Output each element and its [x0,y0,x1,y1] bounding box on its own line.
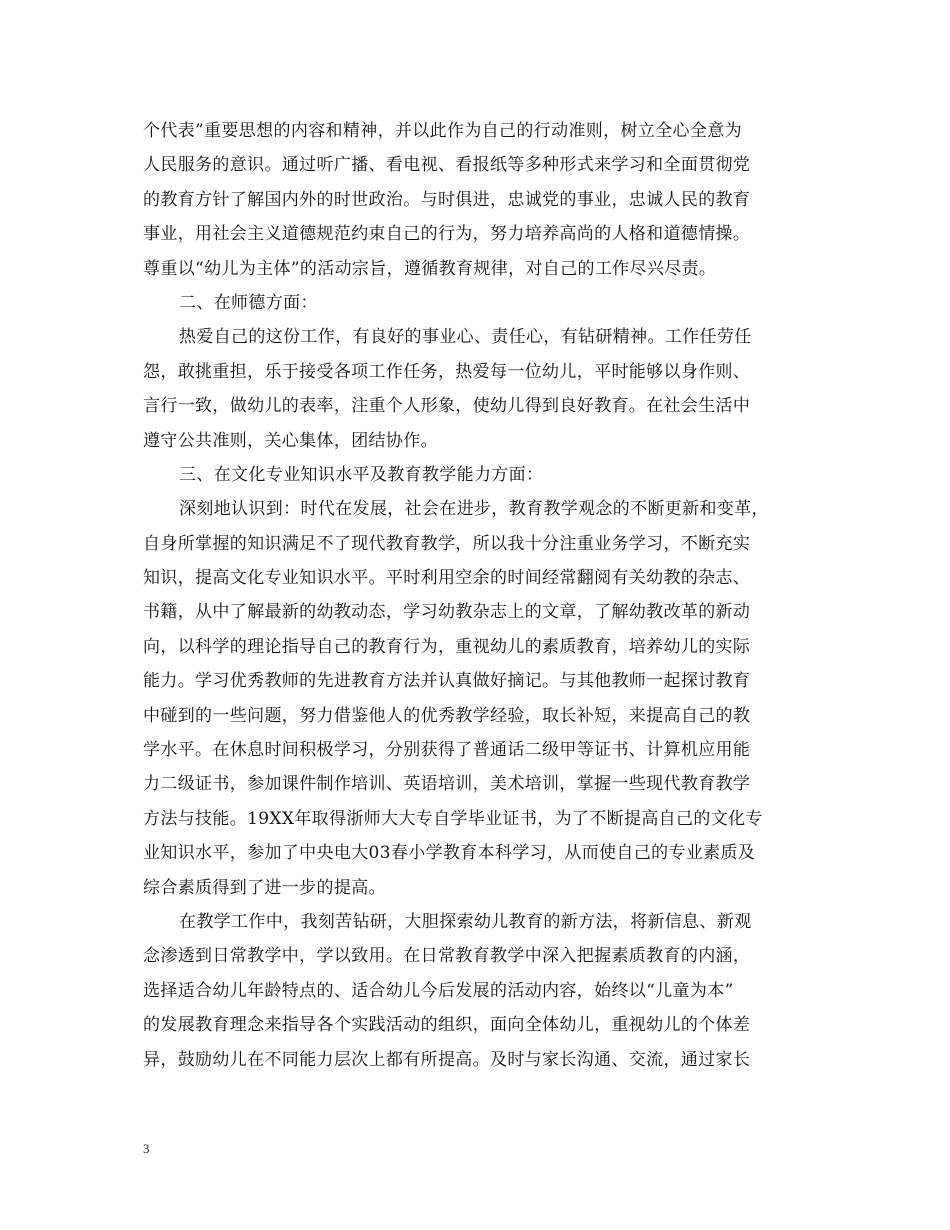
document-body [143,114,823,1077]
text-line: 深刻地认识到：时代在发展，社会在进步，教育教学观念的不断更新和变革， [179,499,769,520]
text-line: 选择适合幼儿年龄特点的、适合幼儿今后发展的活动内容，始终以“儿童为本” [143,980,734,1001]
text-line: 在教学工作中，我刻苦钻研，大胆探索幼儿教育的新方法，将新信息、新观 [179,911,752,932]
text-line: 知识，提高文化专业知识水平。平时利用空余的时间经常翻阅有关幼教的杂志、 [143,568,751,589]
text-line: 的发展教育理念来指导各个实践活动的组织，面向全体幼儿，重视幼儿的个体差 [143,1015,751,1036]
text-line: 言行一致，做幼儿的表率，注重个人形象，使幼儿得到良好教育。在社会生活中 [143,396,751,417]
text-line: 人民服务的意识。通过听广播、看电视、看报纸等多种形式来学习和全面贯彻党 [143,155,751,176]
text-line: 能力。学习优秀教师的先进教育方法并认真做好摘记。与其他教师一起探讨教育 [143,671,751,692]
text-line: 力二级证书，参加课件制作培训、英语培训，美术培训，掌握一些现代教育教学 [143,774,751,795]
text-line: 书籍，从中了解最新的幼教动态，学习幼教杂志上的文章，了解幼教改革的新动 [143,602,751,623]
text-line: 的教育方针了解国内外的时世政治。与时俱进，忠诚党的事业，忠诚人民的教育 [143,189,751,210]
text-line: 综合素质得到了进一步的提高。 [143,877,386,898]
text-line: 事业，用社会主义道德规范约束自己的行为，努力培养高尚的人格和道德情操。 [143,224,751,245]
text-line: 怨，敢挑重担，乐于接受各项工作任务，热爱每一位幼儿，平时能够以身作则、 [143,361,751,382]
page-number: 3 [143,1141,150,1156]
section-heading: 二、在师德方面： [179,292,318,313]
text-line: 学水平。在休息时间积极学习，分别获得了普通话二级甲等证书、计算机应用能 [143,740,751,761]
text-line: 自身所掌握的知识满足不了现代教育教学，所以我十分注重业务学习，不断充实 [143,533,751,554]
text-line: 遵守公共准则，关心集体，团结协作。 [143,430,438,451]
text-line: 业知识水平，参加了中央电大03春小学教育本科学习，从而使自己的专业素质及 [143,843,756,864]
text-line: 个代表”重要思想的内容和精神，并以此作为自己的行动准则，树立全心全意为 [143,121,742,141]
text-line: 向，以科学的理论指导自己的教育行为，重视幼儿的素质教育，培养幼儿的实际 [143,636,751,657]
text-line: 念渗透到日常教学中，学以致用。在日常教育教学中深入把握素质教育的内涵， [143,946,751,967]
text-line: 方法与技能。19XX年取得浙师大大专自学毕业证书，为了不断提高自己的文化专 [143,808,763,829]
text-line: 异，鼓励幼儿在不同能力层次上都有所提高。及时与家长沟通、交流，通过家长 [143,1049,751,1070]
text-line: 热爱自己的这份工作，有良好的事业心、责任心，有钻研精神。工作任劳任 [179,327,752,348]
text-line: 中碰到的一些问题，努力借鉴他人的优秀教学经验，取长补短，来提高自己的教 [143,705,751,726]
section-heading: 三、在文化专业知识水平及教育教学能力方面： [179,464,544,485]
text-line: 尊重以“幼儿为主体”的活动宗旨，遵循教育规律，对自己的工作尽兴尽责。 [143,258,717,279]
